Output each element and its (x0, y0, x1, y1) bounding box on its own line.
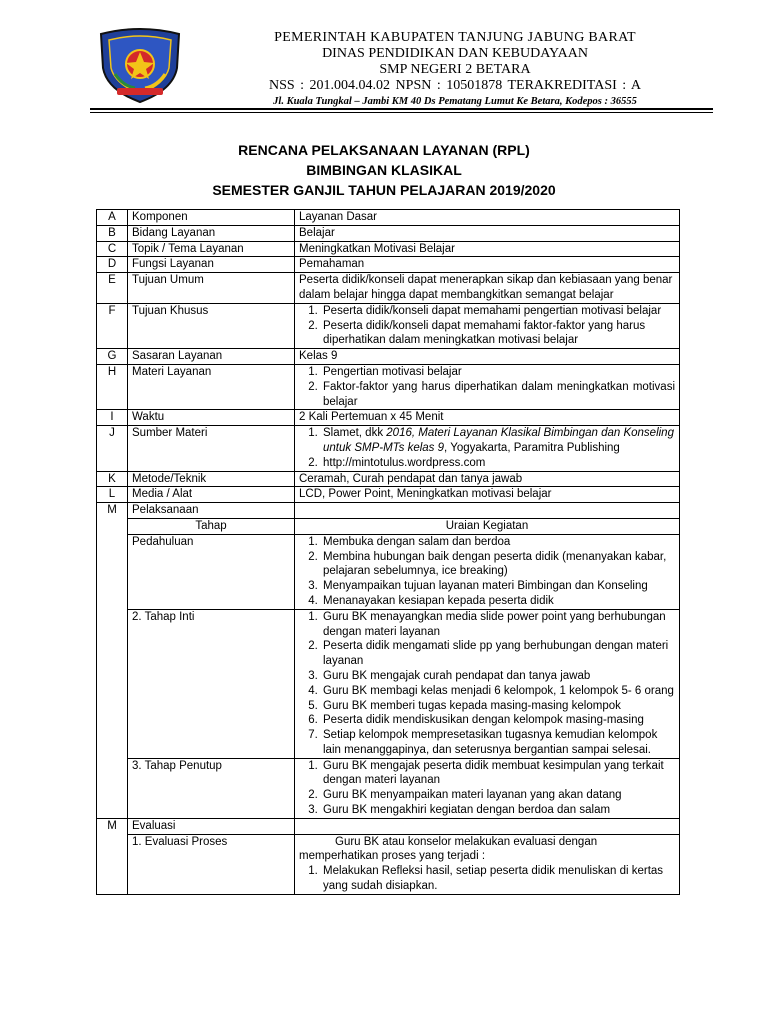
table-row (97, 818, 680, 834)
evaluasi-proses-intro: Guru BK atau konselor melakukan evaluasi dengan memperhatikan proses yang terjadi : (299, 835, 598, 863)
materi-layanan-list (299, 365, 675, 409)
letterhead (0, 0, 768, 112)
row-code: E (97, 273, 128, 304)
header-tahap: Tahap (128, 518, 295, 534)
stage-activities (295, 534, 680, 609)
list-item: 1. Peserta didik/konseli dapat memahami pengertian motivasi belajar (321, 304, 675, 319)
list-item: 7. Setiap kelompok mempresetasikan tugasnya kemudian kelompok lain menanggapinya, dan seterusnya bergantian sampai selesai. (321, 728, 675, 758)
list-item: 2. Peserta didik mengamati slide pp yang berhubungan dengan materi layanan (321, 639, 675, 669)
row-label: Metode/Teknik (128, 471, 295, 487)
evaluasi-proses-list (299, 864, 675, 894)
list-item: 5. Guru BK memberi tugas kepada masing-masing kelompok (321, 699, 675, 714)
sumber-materi-list (299, 426, 675, 470)
evaluasi-proses-content (295, 834, 680, 894)
title-line-2: BIMBINGAN KLASIKAL (306, 162, 462, 178)
row-value: Belajar (295, 225, 680, 241)
row-label: Bidang Layanan (128, 225, 295, 241)
row-value (295, 364, 680, 409)
letterhead-rule-thick (90, 108, 713, 110)
row-code: F (97, 303, 128, 348)
row-label: Topik / Tema Layanan (128, 241, 295, 257)
row-value (295, 503, 680, 519)
table-row (97, 834, 680, 894)
list-item: 1. Guru BK mengajak peserta didik membuat kesimpulan yang terkait dengan materi layanan (321, 759, 675, 789)
letterhead-ids: NSS : 201.004.04.02 NPSN : 10501878 TERAKREDITASI : A (268, 78, 642, 93)
list-item (321, 456, 675, 471)
row-code: J (97, 426, 128, 471)
table-row (97, 210, 680, 226)
pendahuluan-list (299, 535, 675, 609)
list-item: 3. Guru BK mengakhiri kegiatan dengan berdoa dan salam (321, 803, 675, 818)
row-value (295, 426, 680, 471)
letterhead-rule-thin (90, 112, 713, 113)
stage-name: 2. Tahap Inti (128, 609, 295, 758)
list-item: 1. Melakukan Refleksi hasil, setiap peserta didik menuliskan di kertas yang sudah disiapkan. (321, 864, 675, 894)
list-item: 1. Pengertian motivasi belajar (321, 365, 675, 380)
row-label: Tujuan Khusus (128, 303, 295, 348)
row-code: K (97, 471, 128, 487)
table-row (97, 503, 680, 519)
row-label: Sasaran Layanan (128, 349, 295, 365)
letterhead-text (200, 30, 710, 110)
table-row (97, 471, 680, 487)
row-value: Kelas 9 (295, 349, 680, 365)
row-value: Pemahaman (295, 257, 680, 273)
row-label: Waktu (128, 410, 295, 426)
table-row (97, 241, 680, 257)
source-author: Slamet, dkk (323, 427, 384, 440)
list-item: 2. Guru BK menyampaikan materi layanan yang akan datang (321, 788, 675, 803)
list-item: 2. Faktor-faktor yang harus diperhatikan dalam meningkatkan motivasi belajar (321, 380, 675, 410)
row-label: Fungsi Layanan (128, 257, 295, 273)
row-label: Media / Alat (128, 487, 295, 503)
table-row (97, 273, 680, 304)
tahap-penutup-list (299, 759, 675, 818)
row-code: D (97, 257, 128, 273)
letterhead-department: DINAS PENDIDIKAN DAN KEBUDAYAAN (322, 46, 588, 61)
stage-activities (295, 758, 680, 818)
row-code: A (97, 210, 128, 226)
row-code: I (97, 410, 128, 426)
table-row (97, 410, 680, 426)
row-code: M (97, 818, 128, 894)
letterhead-school: SMP NEGERI 2 BETARA (379, 62, 531, 77)
stage-name: Pedahuluan (128, 534, 295, 609)
row-code: G (97, 349, 128, 365)
evaluasi-proses-label: 1. Evaluasi Proses (128, 834, 295, 894)
list-item: 6. Peserta didik mendiskusikan dengan kelompok masing-masing (321, 713, 675, 728)
source-title: 2016, Materi Layanan Klasikal Bimbingan dan Konseling untuk SMP-MTs kelas 9 (323, 427, 674, 454)
row-value: Peserta didik/konseli dapat menerapkan sikap dan kebiasaan yang benar dalam belajar hingga dapat membangkitkan semangat belajar (295, 273, 680, 304)
row-value (295, 818, 680, 834)
title-line-3: SEMESTER GANJIL TAHUN PELAJARAN 2019/2020 (212, 182, 556, 198)
stage-name: 3. Tahap Penutup (128, 758, 295, 818)
table-row (97, 303, 680, 348)
list-item: 4. Menanayakan kesiapan kepada peserta didik (321, 594, 675, 609)
row-code: M (97, 503, 128, 819)
row-value: LCD, Power Point, Meningkatkan motivasi belajar (295, 487, 680, 503)
table-row (97, 426, 680, 471)
regency-emblem-icon (95, 28, 185, 104)
table-row (97, 487, 680, 503)
row-value: Ceramah, Curah pendapat dan tanya jawab (295, 471, 680, 487)
list-item: 4. Guru BK membagi kelas menjadi 6 kelompok, 1 kelompok 5- 6 orang (321, 684, 675, 699)
stage-activities (295, 609, 680, 758)
row-value: Layanan Dasar (295, 210, 680, 226)
letterhead-government: PEMERINTAH KABUPATEN TANJUNG JABUNG BARAT (274, 30, 636, 45)
row-code: H (97, 364, 128, 409)
row-value (295, 303, 680, 348)
table-row (97, 225, 680, 241)
row-code: L (97, 487, 128, 503)
rpl-table (96, 209, 680, 895)
table-row (97, 349, 680, 365)
row-label: Pelaksanaan (128, 503, 295, 519)
title-line-1: RENCANA PELAKSANAAN LAYANAN (RPL) (238, 142, 530, 158)
source-publisher: , Yogyakarta, Paramitra Publishing (444, 441, 620, 454)
header-uraian: Uraian Kegiatan (295, 518, 680, 534)
row-label: Evaluasi (128, 818, 295, 834)
list-item: 3. Guru BK mengajak curah pendapat dan tanya jawab (321, 669, 675, 684)
row-label: Sumber Materi (128, 426, 295, 471)
list-item: 1. Guru BK menayangkan media slide power point yang berhubungan dengan materi layanan (321, 610, 675, 640)
list-item (321, 426, 675, 456)
row-value: 2 Kali Pertemuan x 45 Menit (295, 410, 680, 426)
tujuan-khusus-list (299, 304, 675, 348)
row-code: B (97, 225, 128, 241)
letterhead-address: Jl. Kuala Tungkal – Jambi KM 40 Ds Pematang Lumut Ke Betara, Kodepos : 36555 (273, 96, 637, 107)
row-label: Tujuan Umum (128, 273, 295, 304)
list-item: 3. Menyampaikan tujuan layanan materi Bimbingan dan Konseling (321, 579, 675, 594)
list-item: 2. Peserta didik/konseli dapat memahami faktor-faktor yang harus diperhatikan dalam meningkatkan motivasi belajar (321, 319, 675, 349)
source-url[interactable]: http://mintotulus.wordpress.com (323, 456, 486, 469)
list-item: 1. Membuka dengan salam dan berdoa (321, 535, 675, 550)
row-label: Materi Layanan (128, 364, 295, 409)
table-row (97, 609, 680, 758)
row-value: Meningkatkan Motivasi Belajar (295, 241, 680, 257)
table-row (97, 758, 680, 818)
table-row (97, 534, 680, 609)
list-item: 2. Membina hubungan baik dengan peserta didik (menanyakan kabar, pelajaran sebelumnya, ice breaking) (321, 550, 675, 580)
table-row (97, 518, 680, 534)
row-code: C (97, 241, 128, 257)
document-title (0, 140, 768, 200)
tahap-inti-list (299, 610, 675, 758)
row-label: Komponen (128, 210, 295, 226)
table-row (97, 364, 680, 409)
table-row (97, 257, 680, 273)
